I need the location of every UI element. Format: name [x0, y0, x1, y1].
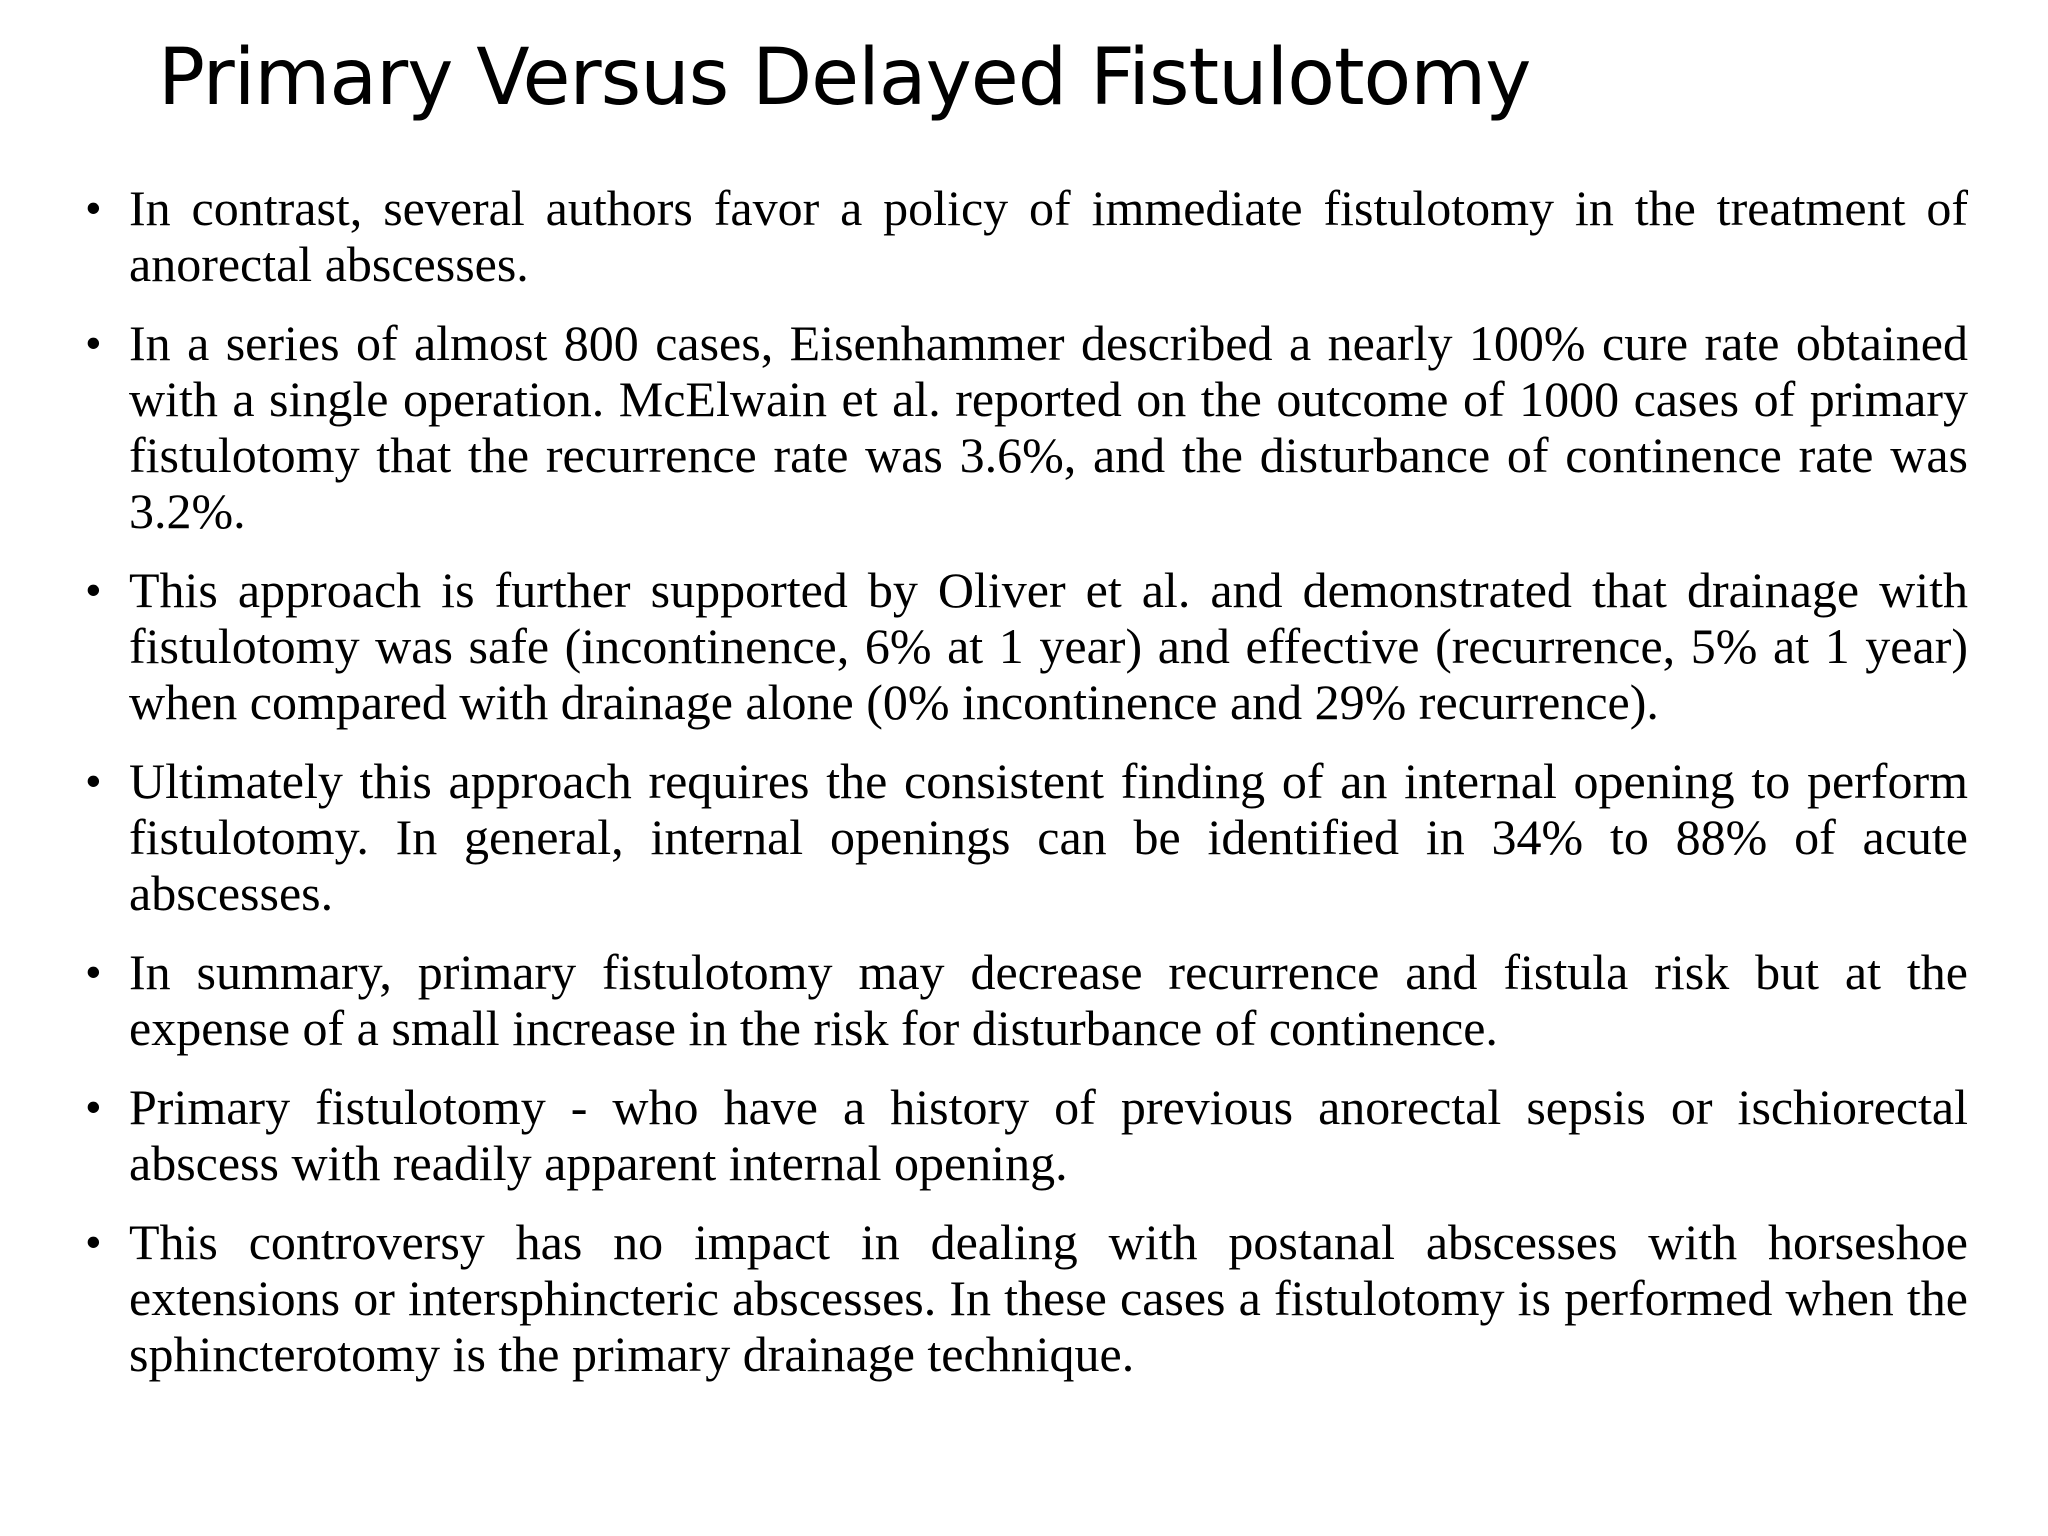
bullet-text: This controversy has no impact in dealing with postanal abscesses with horseshoe extensions or intersphincteric abscesses. In these cases a fistulotomy is performed when the sphincterotomy is the primary drainage technique.	[129, 1214, 1968, 1382]
slide-title: Primary Versus Delayed Fistulotomy	[158, 33, 1531, 123]
bullet-icon: •	[86, 1218, 101, 1265]
bullet-text: Primary fistulotomy - who have a history of previous anorectal sepsis or ischiorectal abscess with readily apparent internal opening.	[129, 1079, 1968, 1191]
bullet-item	[86, 562, 1968, 730]
bullet-item	[86, 753, 1968, 921]
bullet-item	[86, 315, 1968, 539]
bullet-list	[86, 180, 1968, 1405]
bullet-text: In summary, primary fistulotomy may decrease recurrence and fistula risk but at the expense of a small increase in the risk for disturbance of continence.	[129, 944, 1968, 1056]
bullet-text: In a series of almost 800 cases, Eisenhammer described a nearly 100% cure rate obtained with a single operation. McElwain et al. reported on the outcome of 1000 cases of primary fistulotomy that the recurrence rate was 3.6%, and the disturbance of continence rate was 3.2%.	[129, 315, 1968, 539]
bullet-text: Ultimately this approach requires the consistent finding of an internal opening to perform fistulotomy. In general, internal openings can be identified in 34% to 88% of acute abscesses.	[129, 753, 1968, 921]
bullet-icon: •	[86, 948, 101, 995]
bullet-icon: •	[86, 1083, 101, 1130]
bullet-item	[86, 1079, 1968, 1191]
bullet-icon: •	[86, 757, 101, 804]
bullet-icon: •	[86, 566, 101, 613]
bullet-item	[86, 944, 1968, 1056]
bullet-icon: •	[86, 184, 101, 231]
bullet-text: In contrast, several authors favor a policy of immediate fistulotomy in the treatment of anorectal abscesses.	[129, 180, 1968, 292]
bullet-icon: •	[86, 319, 101, 366]
bullet-item	[86, 180, 1968, 292]
bullet-item	[86, 1214, 1968, 1382]
bullet-text: This approach is further supported by Oliver et al. and demonstrated that drainage with fistulotomy was safe (incontinence, 6% at 1 year) and effective (recurrence, 5% at 1 year) when compared with drainage alone (0% incontinence and 29% recurrence).	[129, 562, 1968, 730]
